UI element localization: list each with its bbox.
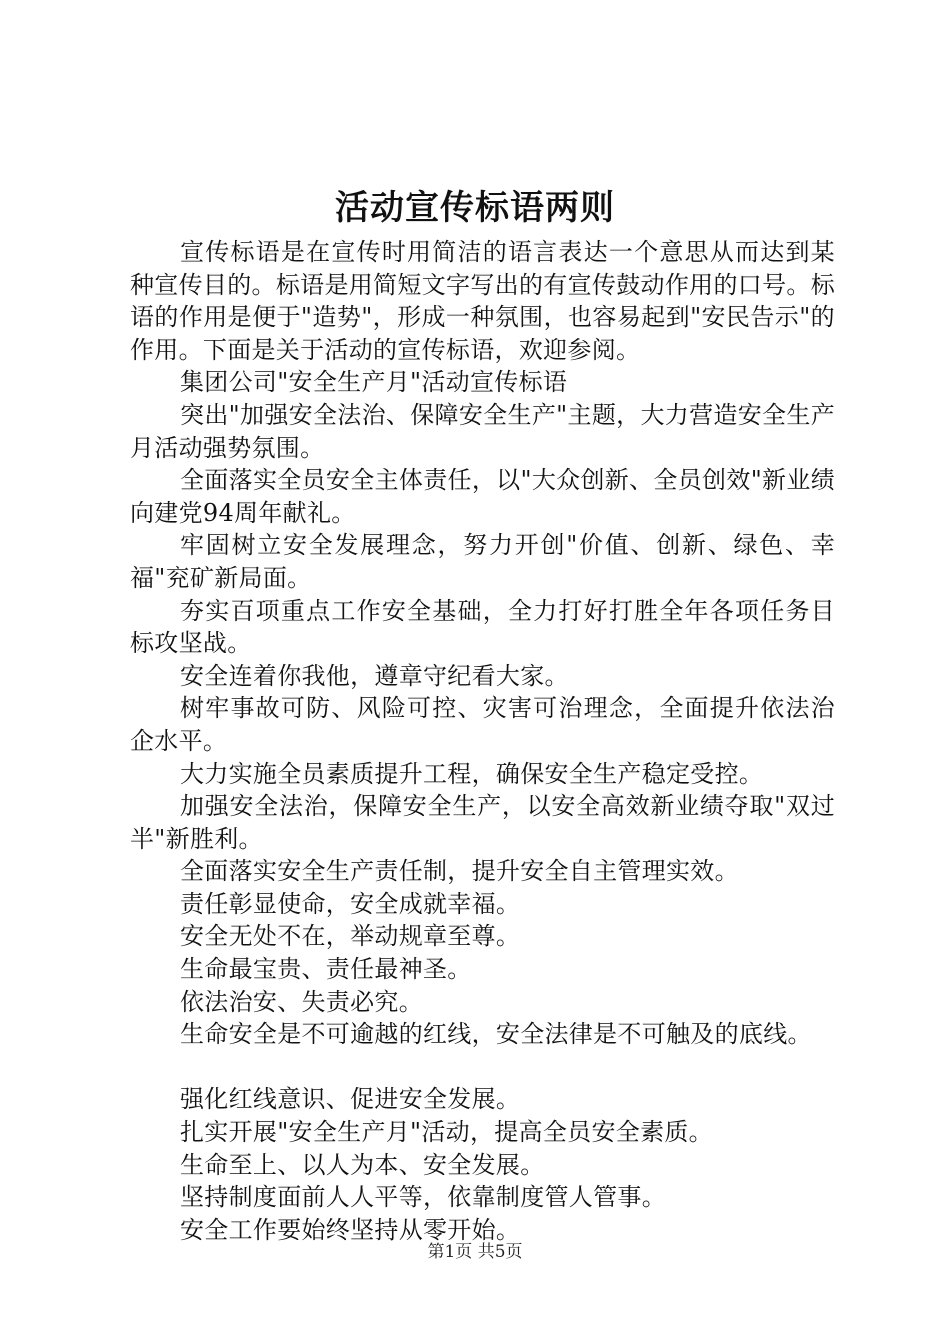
slogan-paragraph: 生命安全是不可逾越的红线，安全法律是不可触及的底线。 [180,1020,812,1049]
slogan-paragraph: 牢固树立安全发展理念，努力开创"价值、创新、绿色、幸福"兖矿新局面。 [130,531,835,592]
document-title: 活动宣传标语两则 [335,188,615,228]
intro-paragraph: 宣传标语是在宣传时用简洁的语言表达一个意思从而达到某种宣传目的。标语是用简短文字写出的有宣传鼓动作用的口号。标语的作用是便于"造势"，形成一种氛围，也容易起到"安民告示"的作用。下面是关于活动的宣传标语，欢迎参阅。 [130,238,835,364]
section-heading: 集团公司"安全生产月"活动宣传标语 [180,368,568,397]
slogan-paragraph: 大力实施全员素质提升工程，确保安全生产稳定受控。 [180,759,764,788]
slogan-paragraph: 扎实开展"安全生产月"活动，提高全员安全素质。 [180,1118,713,1147]
slogan-paragraph: 突出"加强安全法治、保障安全生产"主题，大力营造安全生产月活动强势氛围。 [130,400,835,462]
slogan-paragraph: 生命至上、以人为本、安全发展。 [180,1150,545,1179]
page-number-footer: 第1页 共5页 [427,1242,523,1262]
slogan-paragraph: 加强安全法治，保障安全生产，以安全高效新业绩夺取"双过半"新胜利。 [130,792,835,853]
slogan-paragraph: 依法治安、失责必究。 [180,987,423,1016]
slogan-paragraph: 责任彰显使命，安全成就幸福。 [180,889,521,918]
slogan-paragraph: 安全工作要始终坚持从零开始。 [180,1215,521,1244]
slogan-paragraph: 安全无处不在，举动规章至尊。 [180,922,521,951]
slogan-paragraph: 强化红线意识、促进安全发展。 [180,1085,521,1114]
slogan-paragraph: 夯实百项重点工作安全基础，全力打好打胜全年各项任务目标攻坚战。 [130,596,835,658]
blank-line [130,1051,835,1084]
slogan-paragraph: 生命最宝贵、责任最神圣。 [180,955,472,984]
slogan-paragraph: 树牢事故可防、风险可控、灾害可治理念，全面提升依法治企水平。 [130,694,835,755]
slogan-paragraph: 安全连着你我他，遵章守纪看大家。 [180,661,569,690]
document-body [130,236,835,1246]
slogan-paragraph: 全面落实安全生产责任制，提升安全自主管理实效。 [180,857,739,886]
slogan-paragraph: 全面落实全员安全主体责任，以"大众创新、全员创效"新业绩向建党94周年献礼。 [130,466,835,527]
slogan-paragraph: 坚持制度面前人人平等，依靠制度管人管事。 [180,1183,666,1212]
